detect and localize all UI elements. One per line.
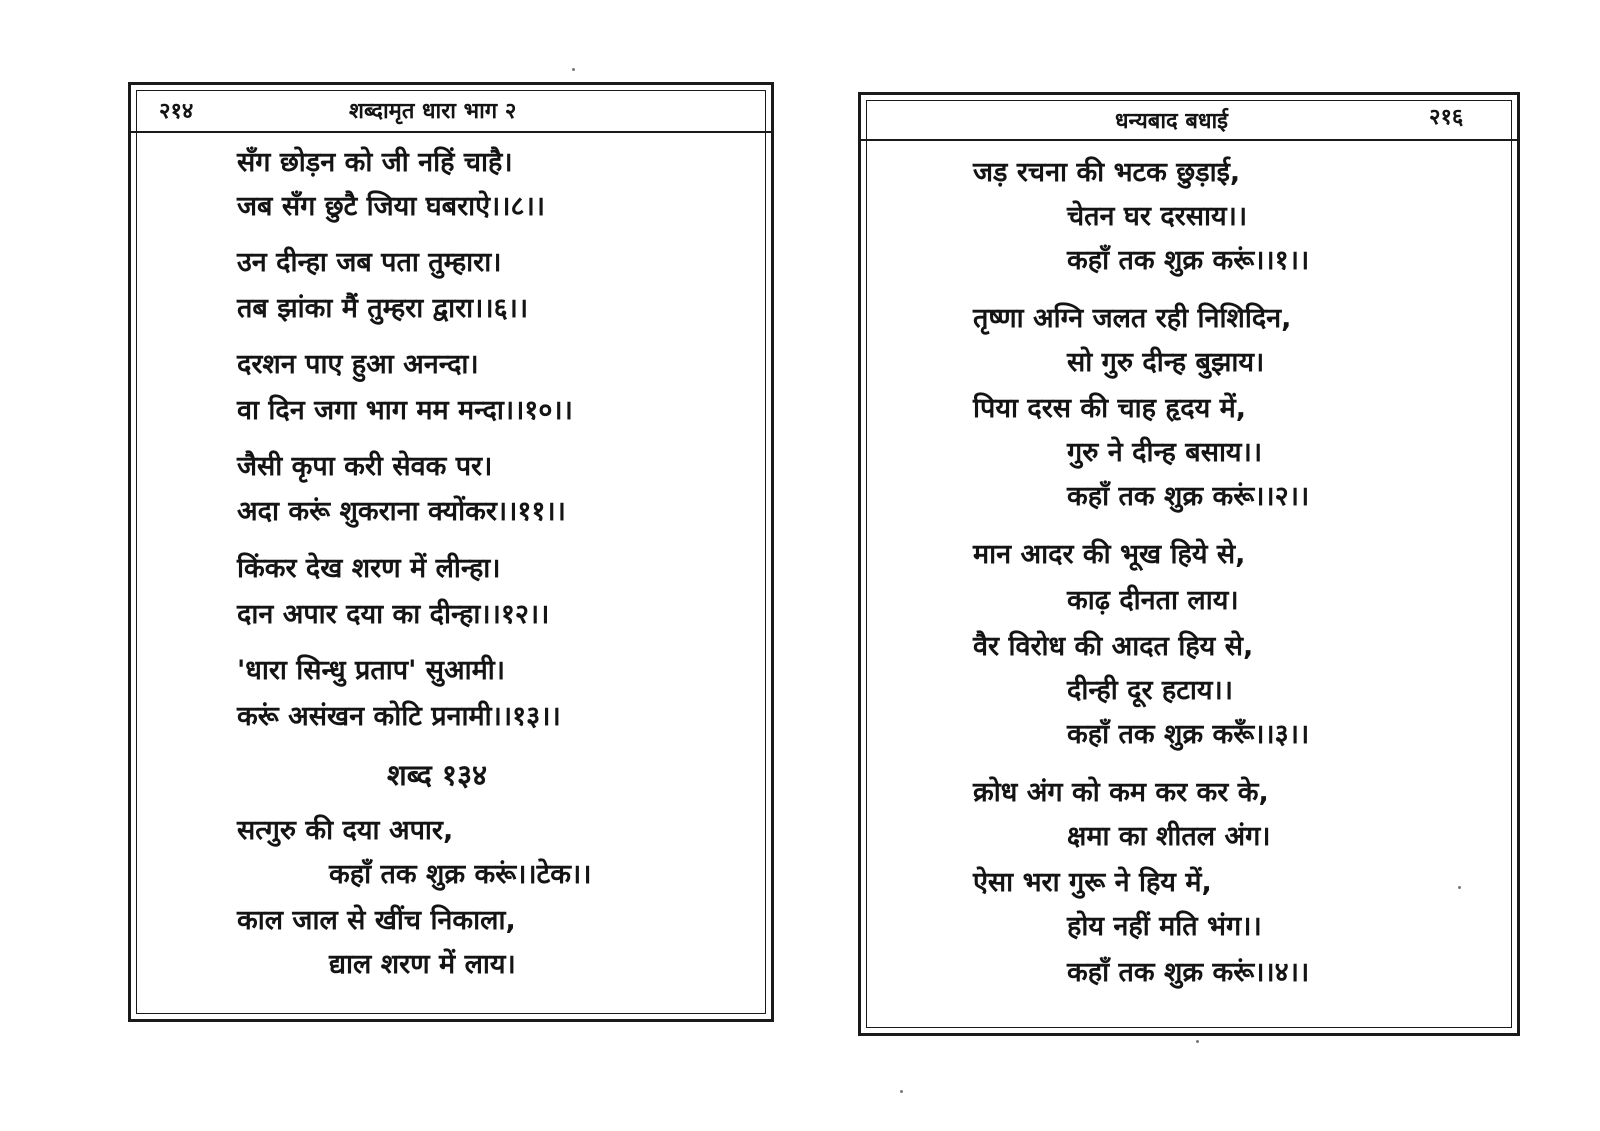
left-line-4: तब झांका मैं तुम्हरा द्वारा।।६।। [237, 293, 529, 324]
right-line-10: काढ़ दीनता लाय। [1067, 585, 1239, 616]
scan-speck [1196, 1040, 1199, 1043]
left-line-15: कहाँ तक शुक्र करूं।।टेक।। [329, 859, 592, 890]
right-line-16: ऐसा भरा गुरू ने हिय में, [973, 867, 1212, 898]
right-running-title: धन्यबाद बधाई [1115, 109, 1228, 134]
right-line-7: गुरु ने दीन्ह बसाय।। [1067, 437, 1263, 468]
right-line-2: चेतन घर दरसाय।। [1067, 201, 1248, 232]
scan-speck [572, 68, 575, 71]
left-line-12: करूं असंखन कोटि प्रनामी।।१३।। [237, 701, 561, 732]
right-line-14: क्रोध अंग को कम कर कर के, [973, 777, 1269, 808]
right-line-8: कहाँ तक शुक्र करूं।।२।। [1067, 481, 1310, 512]
left-line-7: जैसी कृपा करी सेवक पर। [237, 451, 493, 482]
left-line-11: 'धारा सिन्धु प्रताप' सुआमी। [237, 655, 505, 686]
right-line-13: कहाँ तक शुक्र करूँ।।३।। [1067, 719, 1310, 750]
left-line-1: सँग छोड़न को जी नहिं चाहै। [237, 147, 513, 178]
left-line-16: काल जाल से खींच निकाला, [237, 905, 516, 936]
right-line-11: वैर विरोध की आदत हिय से, [973, 631, 1254, 662]
right-header-rule [861, 139, 1517, 141]
right-line-3: कहाँ तक शुक्र करूं।।१।। [1067, 245, 1310, 276]
left-line-5: दरशन पाए हुआ अनन्दा। [237, 349, 479, 380]
right-line-6: पिया दरस की चाह हृदय में, [973, 393, 1247, 424]
right-line-18: कहाँ तक शुक्र करूं।।४।। [1067, 957, 1310, 988]
shabd-heading: शब्द १३४ [387, 758, 488, 792]
right-line-17: होय नहीं मति भंग।। [1067, 911, 1262, 942]
right-line-4: तृष्णा अग्नि जलत रही निशिदिन, [973, 303, 1292, 334]
left-line-6: वा दिन जगा भाग मम मन्दा।।१०।। [237, 395, 573, 426]
right-line-9: मान आदर की भूख हिये से, [973, 539, 1246, 570]
left-header-rule [131, 131, 771, 133]
left-line-14: सत्गुरु की दया अपार, [237, 815, 454, 846]
right-line-12: दीन्ही दूर हटाय।। [1067, 675, 1233, 706]
scan-speck [900, 1090, 903, 1093]
left-line-10: दान अपार दया का दीन्हा।।१२।। [237, 599, 550, 630]
left-line-3: उन दीन्हा जब पता तुम्हारा। [237, 247, 502, 278]
right-page [858, 92, 1520, 1036]
right-page-number: २१६ [1429, 105, 1464, 130]
left-line-9: किंकर देख शरण में लीन्हा। [237, 553, 501, 584]
right-line-15: क्षमा का शीतल अंग। [1067, 821, 1271, 852]
left-line-8: अदा करूं शुकराना क्योंकर।।११।। [237, 496, 566, 527]
left-running-title: शब्दामृत धारा भाग २ [349, 99, 517, 124]
left-page-number: २१४ [159, 99, 194, 124]
left-line-17: द्याल शरण में लाय। [329, 949, 516, 980]
right-line-5: सो गुरु दीन्ह बुझाय। [1067, 347, 1265, 378]
left-line-2: जब सँग छुटै जिया घबराऐ।।८।। [237, 191, 546, 222]
left-page [128, 82, 774, 1022]
scan-speck [1458, 886, 1461, 889]
right-line-1: जड़ रचना की भटक छुड़ाई, [973, 157, 1241, 188]
